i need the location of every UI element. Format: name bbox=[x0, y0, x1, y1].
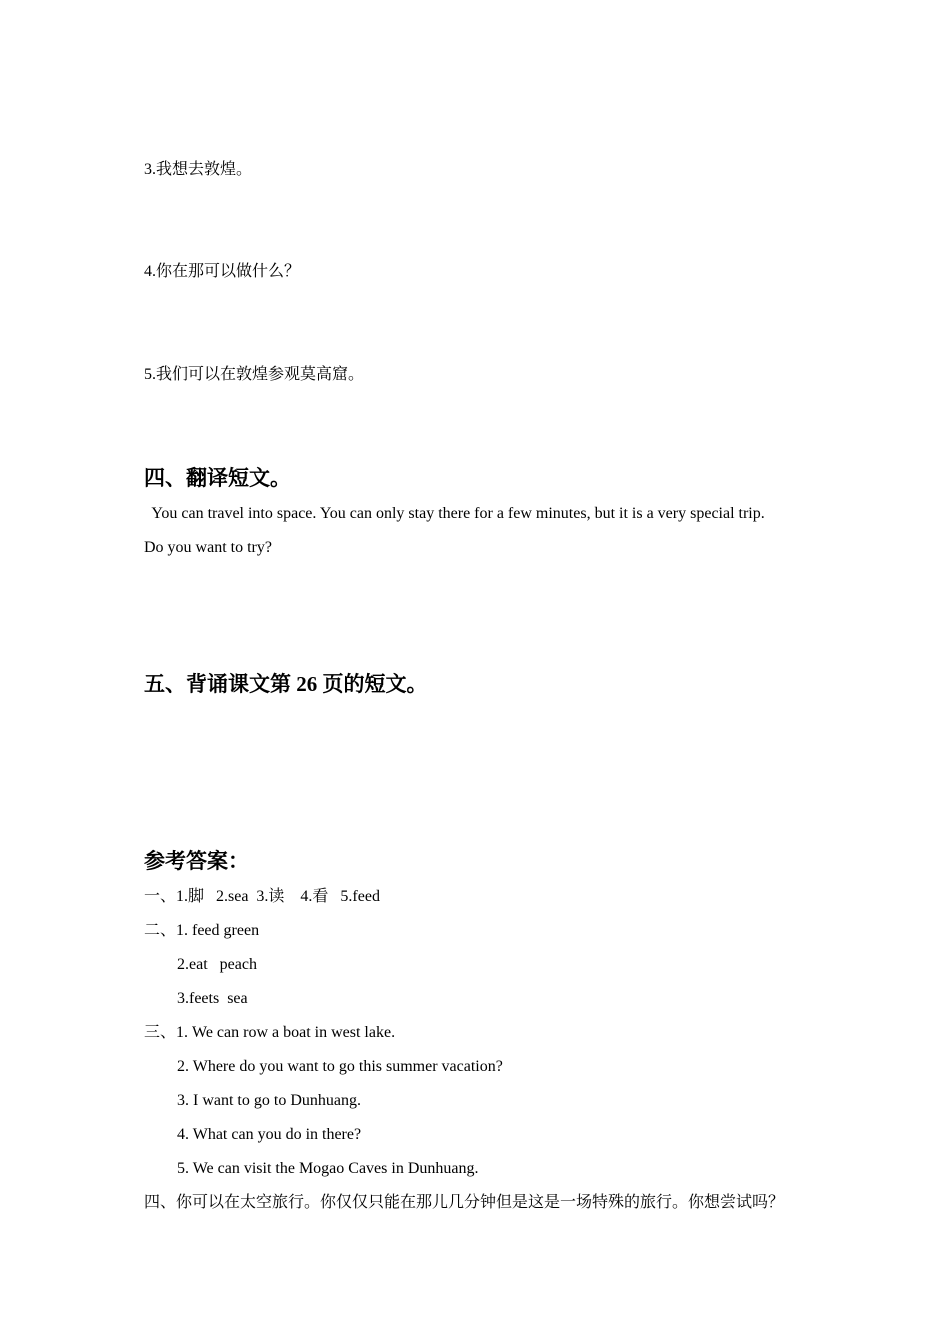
answer-line: 4. What can you do in there? bbox=[177, 1126, 362, 1143]
answer-line: 四、你可以在太空旅行。你仅仅只能在那儿几分钟但是这是一场特殊的旅行。你想尝试吗？ bbox=[144, 1194, 785, 1211]
section-heading: 五、背诵课文第 26 页的短文。 bbox=[144, 672, 428, 696]
question-item: 3.我想去敦煌。 bbox=[144, 161, 253, 178]
answer-line: 三、1. We can row a boat in west lake. bbox=[144, 1024, 396, 1041]
answer-line: 3.feets sea bbox=[177, 990, 248, 1007]
passage-text: Do you want to try? bbox=[144, 539, 272, 556]
question-item: 5.我们可以在敦煌参观莫高窟。 bbox=[144, 366, 365, 383]
answer-line: 2. Where do you want to go this summer vacation? bbox=[177, 1058, 503, 1075]
answer-line: 5. We can visit the Mogao Caves in Dunhuang. bbox=[177, 1160, 479, 1177]
answer-line: 一、1.脚 2.sea 3.读 4.看 5.feed bbox=[144, 888, 380, 905]
answer-line: 3. I want to go to Dunhuang. bbox=[177, 1092, 361, 1109]
answer-line: 2.eat peach bbox=[177, 956, 257, 973]
answer-line: 二、1. feed green bbox=[144, 922, 260, 939]
answers-heading: 参考答案： bbox=[144, 849, 249, 873]
question-item: 4.你在那可以做什么？ bbox=[144, 263, 301, 280]
section-heading: 四、翻译短文。 bbox=[144, 466, 291, 490]
passage-text: You can travel into space. You can only stay there for a few minutes, but it is a very special trip. bbox=[144, 505, 765, 522]
